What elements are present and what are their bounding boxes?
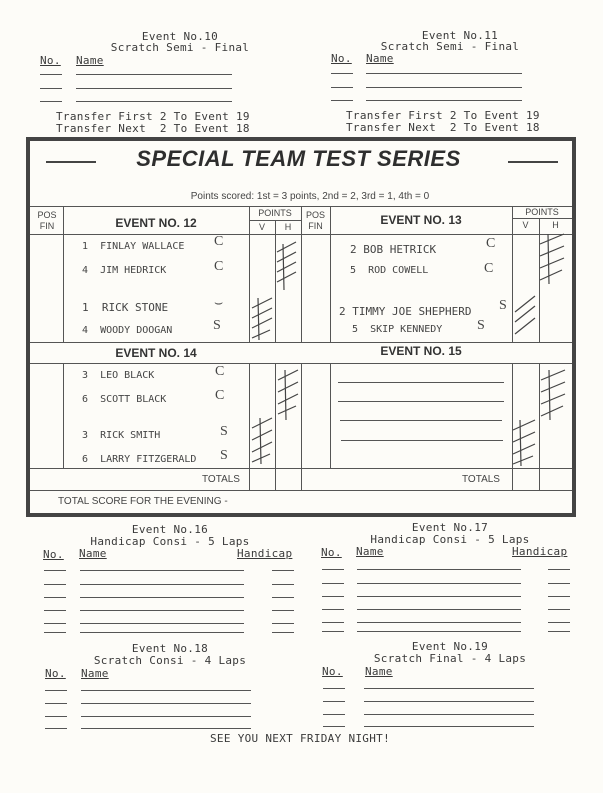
event-11-transfer-first: Transfer First 2 To Event 19 [346,109,540,122]
event-16-handicap-header: Handicap [237,547,293,560]
driver-number: 4 [82,325,89,336]
driver-name: SCOTT BLACK [100,394,167,405]
event-17-subtitle: Handicap Consi - 5 Laps [370,533,530,546]
event-16-title: Event No.16 [131,523,209,536]
team-mark: C [214,259,224,274]
driver-name: RICK SMITH [100,430,161,441]
driver-name: LEO BLACK [100,370,155,381]
footer-message: SEE YOU NEXT FRIDAY NIGHT! [210,732,390,745]
driver-name: BOB HETRICK [363,243,437,256]
event-17-name-header: Name [356,545,384,558]
driver-name: TIMMY JOE SHEPHERD [352,305,472,318]
event-19-name-header: Name [365,665,393,678]
event-10-name-header: Name [76,54,104,67]
team-mark: S [213,318,221,333]
driver-number: 3 [82,430,89,441]
event-10-subtitle: Scratch Semi - Final [110,41,250,54]
points-note: Points scored: 1st = 3 points, 2nd = 2, 3rd = 1, 4th = 0 [190,191,430,202]
points-v-header-right: V [522,220,529,230]
team-mark: S [220,448,228,463]
driver-name: LARRY FITZGERALD [100,454,197,465]
driver-number: 5 [350,265,357,276]
driver-number: 1 [82,241,89,252]
series-title: SPECIAL TEAM TEST SERIES [136,146,461,171]
driver-name: JIM HEDRICK [100,265,167,276]
driver-number: 2 [339,305,346,318]
driver-name: SKIP KENNEDY [370,324,443,335]
event-11-title: Event No.11 [421,29,499,42]
driver-name: RICK STONE [101,301,169,314]
event-10-title: Event No.10 [141,30,219,43]
event-11-no-header: No. [331,52,352,65]
points-header-right: POINTS [525,207,559,217]
driver-number: 6 [82,394,89,405]
driver-number: 3 [82,370,89,381]
event-16-subtitle: Handicap Consi - 5 Laps [90,535,250,548]
event-10-no-header: No. [40,54,61,67]
points-h-header-right: H [552,220,559,230]
event-11-name-header: Name [366,52,394,65]
team-mark: C [215,364,225,379]
event-16-name-header: Name [79,547,107,560]
event-10-transfer-next: Transfer Next 2 To Event 18 [56,122,250,135]
driver-number: 4 [82,265,89,276]
event-18-name-header: Name [81,667,109,680]
driver-name: FINLAY WALLACE [100,241,185,252]
event-11-transfer-next: Transfer Next 2 To Event 18 [346,121,540,134]
pos-fin-header-right: POS FIN [305,210,325,231]
event-17-handicap-header: Handicap [512,545,568,558]
event-10-transfer-first: Transfer First 2 To Event 19 [56,110,250,123]
points-v-header: V [258,222,265,232]
driver-number: 1 [82,301,89,314]
event-13-header: EVENT NO. 13 [380,213,462,227]
driver-number: 6 [82,454,89,465]
event-19-subtitle: Scratch Final - 4 Laps [373,652,527,665]
team-mark: S [220,424,228,439]
event-19-no-header: No. [322,665,343,678]
driver-number: 2 [350,243,357,256]
team-mark: C [486,236,496,251]
points-header: POINTS [258,208,292,218]
event-14-header: EVENT NO. 14 [115,346,197,360]
event-15-header: EVENT NO. 15 [380,344,462,358]
team-mark: ⌣ [214,296,224,311]
totals-label-right: TOTALS [462,474,500,485]
event-17-title: Event No.17 [411,521,489,534]
event-18-subtitle: Scratch Consi - 4 Laps [93,654,247,667]
event-18-title: Event No.18 [131,642,209,655]
points-h-header: H [284,222,292,232]
event-11-subtitle: Scratch Semi - Final [380,40,520,53]
team-mark: C [214,234,224,249]
event-16-no-header: No. [43,548,64,561]
driver-name: ROD COWELL [368,265,429,276]
event-17-no-header: No. [321,546,342,559]
team-mark: C [484,261,494,276]
totals-label: TOTALS [202,474,240,485]
team-mark: C [215,388,225,403]
driver-number: 5 [352,324,359,335]
pos-fin-header: POS FIN [37,210,57,231]
team-mark: S [477,318,485,333]
event-12-header: EVENT NO. 12 [115,216,197,230]
event-18-no-header: No. [45,667,66,680]
team-mark: S [499,298,507,313]
event-19-title: Event No.19 [411,640,489,653]
total-score-label: TOTAL SCORE FOR THE EVENING - [58,496,228,507]
driver-name: WOODY DOOGAN [100,325,173,336]
